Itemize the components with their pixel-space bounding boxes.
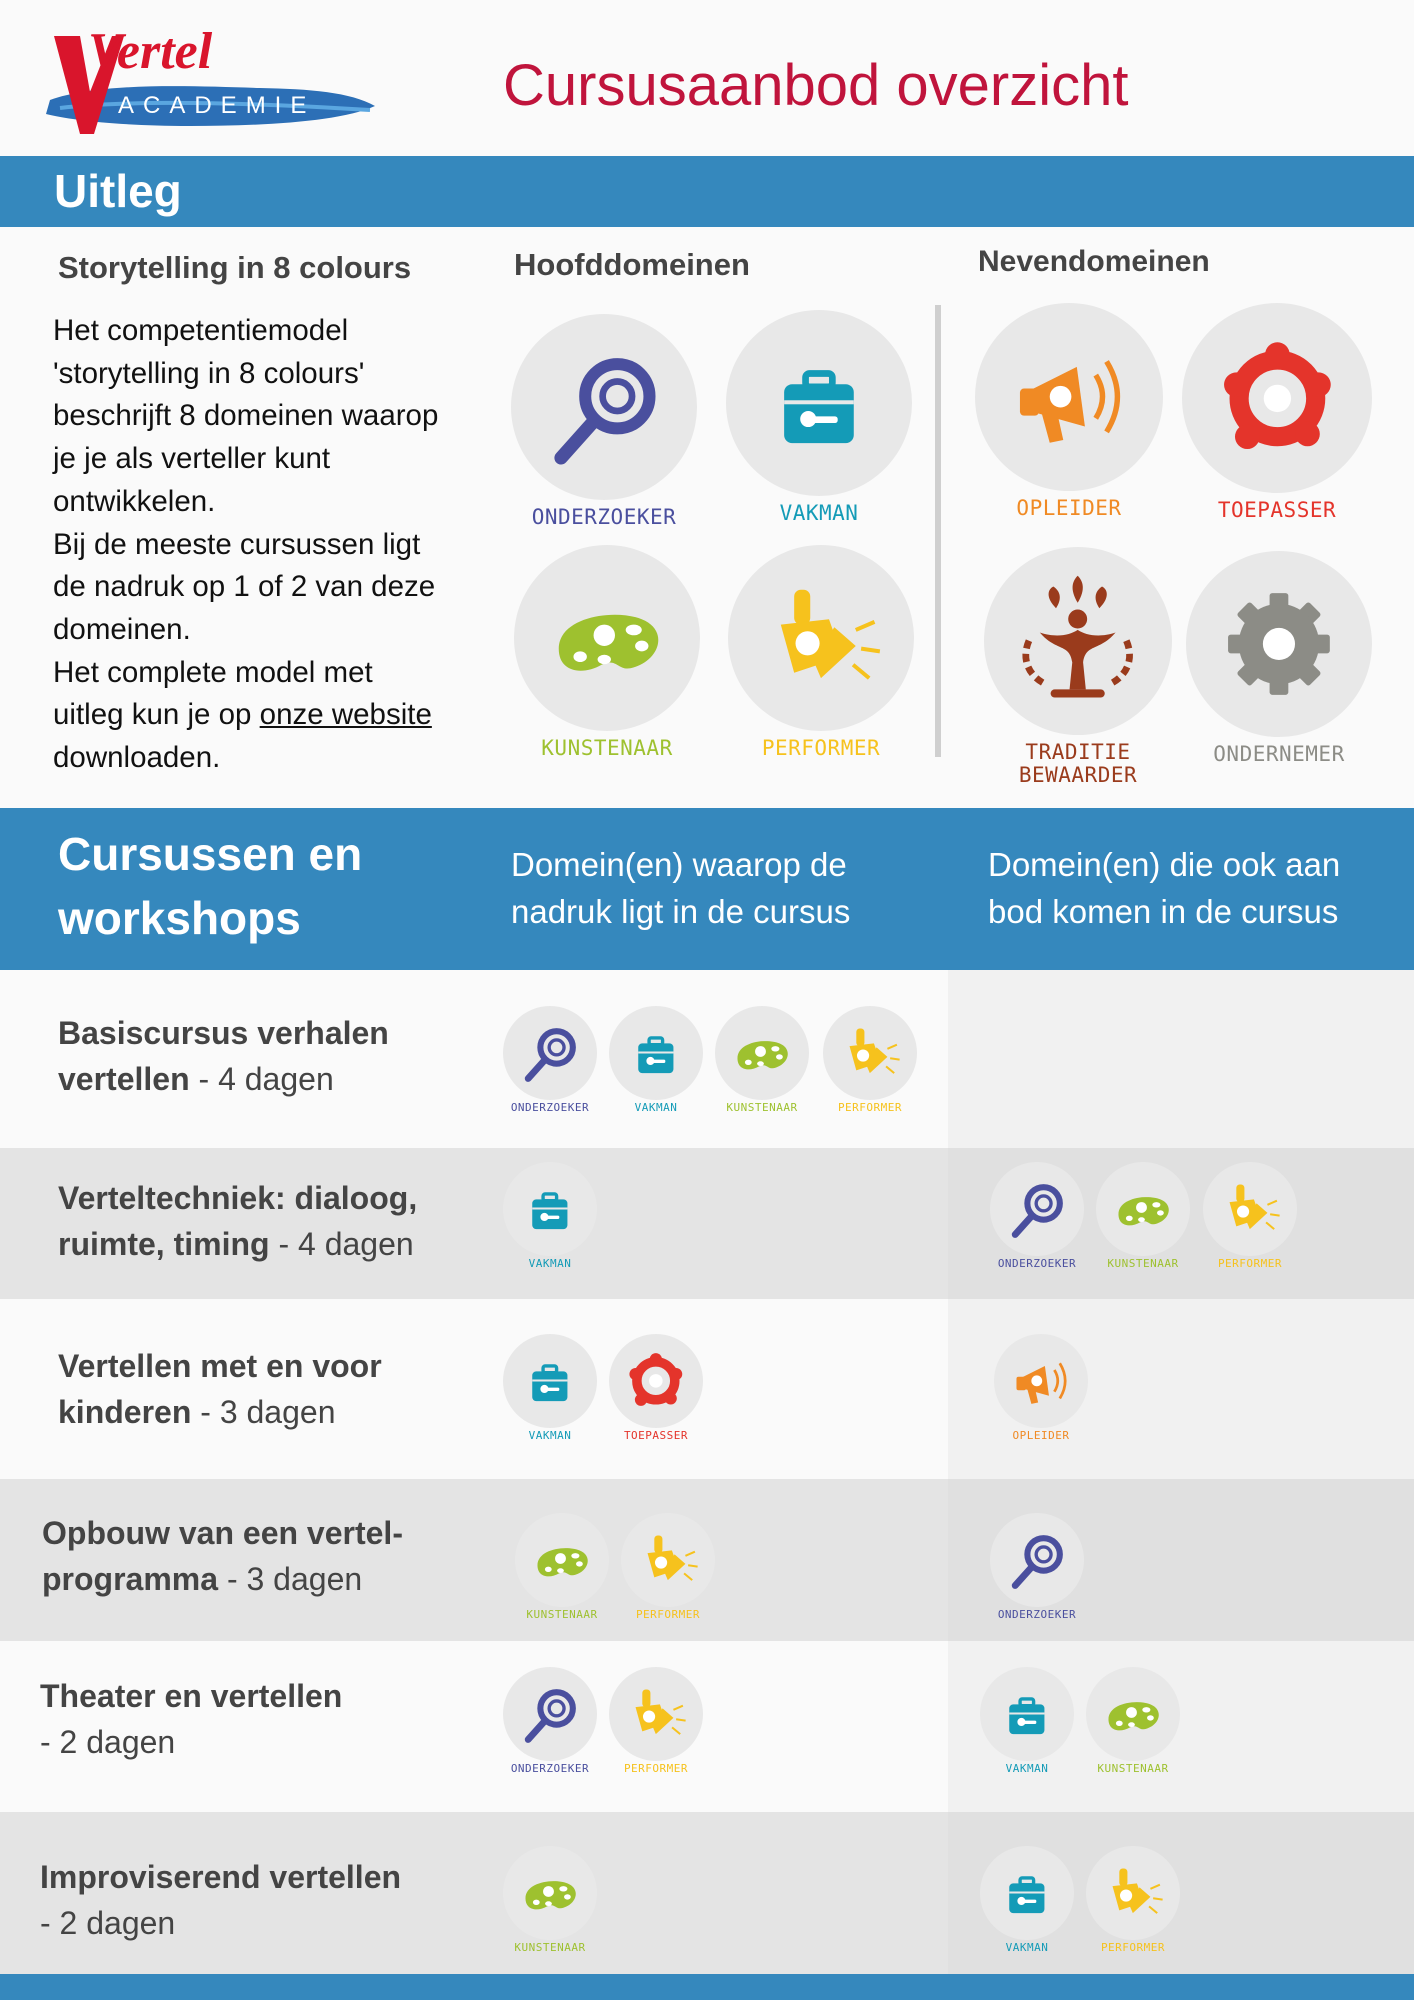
domain-label: VAKMAN xyxy=(1005,1941,1049,1954)
logo-word-vertel: Vertel xyxy=(88,23,213,80)
people-circle-icon xyxy=(1209,330,1346,467)
domain-vakman xyxy=(503,1334,597,1442)
spotlight-icon xyxy=(754,571,888,705)
domain-label: ONDERZOEKER xyxy=(510,1762,590,1775)
course-name: Improviserend vertellen xyxy=(40,1859,402,1895)
nevendomeinen-heading: Nevendomeinen xyxy=(978,245,1210,278)
page-title: Cursusaanbod overzicht xyxy=(503,53,1129,118)
domain-vakman xyxy=(726,310,912,525)
spotlight-icon xyxy=(836,1019,904,1087)
intro-line: de nadruk op 1 of 2 van deze xyxy=(53,570,436,604)
intro-line: domeinen. xyxy=(53,612,191,646)
domain-onderzoeker xyxy=(990,1513,1084,1621)
domain-label: KUNSTENAAR xyxy=(1107,1257,1179,1270)
intro-line: Het complete model met xyxy=(53,655,373,689)
domain-label: KUNSTENAAR xyxy=(726,1101,798,1114)
palette-icon xyxy=(540,571,674,705)
courses-heading-line: Cursussen en xyxy=(58,828,363,880)
toolbox-icon xyxy=(993,1680,1061,1748)
palette-icon xyxy=(528,1526,596,1594)
logo-word-academie: ACADEMIE xyxy=(118,92,316,119)
course-name: Verteltechniek: dialoog, xyxy=(58,1180,418,1216)
main-domains-column-heading xyxy=(511,841,850,935)
footer-banner xyxy=(0,1974,1414,2000)
domain-performer xyxy=(609,1667,703,1775)
course-duration: - 2 dagen xyxy=(40,1724,176,1760)
course-name: Vertellen met en voor xyxy=(58,1348,382,1384)
course-duration: - 3 dagen xyxy=(218,1561,363,1597)
domain-label: VAKMAN xyxy=(634,1101,678,1114)
domain-performer xyxy=(621,1513,715,1621)
uitleg-subtitle: Storytelling in 8 colours xyxy=(58,250,412,285)
course-title xyxy=(40,1673,342,1765)
toolbox-icon xyxy=(516,1347,584,1415)
course-name: Theater en vertellen xyxy=(40,1678,343,1714)
people-circle-icon xyxy=(622,1347,690,1415)
course-side-domains-cell xyxy=(948,970,1414,1148)
domain-kunstenaar xyxy=(1096,1162,1190,1270)
domain-label: KUNSTENAAR xyxy=(526,1608,598,1621)
domain-performer xyxy=(728,545,914,760)
domain-kunstenaar xyxy=(514,545,700,760)
domain-opleider xyxy=(975,303,1163,520)
course-duration: - 4 dagen xyxy=(189,1061,334,1097)
domain-toepasser xyxy=(1182,303,1372,522)
domain-kunstenaar xyxy=(515,1513,609,1621)
course-name: programma xyxy=(42,1561,219,1597)
palette-icon xyxy=(1099,1680,1167,1748)
vertel-academie-logo xyxy=(40,22,380,134)
domain-label: KUNSTENAAR xyxy=(514,1941,586,1954)
magnifier-icon xyxy=(516,1019,584,1087)
domain-label: ONDERZOEKER xyxy=(510,1101,590,1114)
course-row xyxy=(0,1299,1414,1479)
palette-icon xyxy=(1109,1175,1177,1243)
uitleg-intro-text xyxy=(53,310,473,780)
domain-label: KUNSTENAAR xyxy=(1097,1762,1169,1775)
megaphone-icon xyxy=(1001,329,1136,464)
intro-line: ontwikkelen. xyxy=(53,484,216,518)
tree-icon xyxy=(1010,573,1145,708)
course-title xyxy=(58,1175,417,1267)
domain-onderzoeker xyxy=(511,314,697,529)
palette-icon xyxy=(728,1019,796,1087)
toolbox-icon xyxy=(993,1859,1061,1927)
magnifier-icon xyxy=(537,340,671,474)
course-name: Basiscursus verhalen xyxy=(58,1015,389,1051)
domain-kunstenaar xyxy=(1086,1667,1180,1775)
side-domains-column-heading xyxy=(988,841,1340,935)
domain-performer xyxy=(1203,1162,1297,1270)
domain-vakman xyxy=(503,1162,597,1270)
website-link[interactable]: onze website xyxy=(259,698,432,732)
domain-label: TOEPASSER xyxy=(1217,498,1337,522)
domain-vakman xyxy=(980,1667,1074,1775)
intro-line: je je als verteller kunt xyxy=(53,442,331,476)
column-heading-line: bod komen in de cursus xyxy=(988,893,1339,930)
intro-line: beschrijft 8 domeinen waarop xyxy=(53,399,439,433)
domain-label: PERFORMER xyxy=(837,1101,903,1114)
palette-icon xyxy=(516,1859,584,1927)
column-heading-line: Domein(en) die ook aan xyxy=(988,846,1341,883)
course-title xyxy=(40,1854,401,1946)
gear-icon xyxy=(1212,577,1346,711)
hoofddomeinen-heading: Hoofddomeinen xyxy=(514,247,750,282)
domain-onderzoeker xyxy=(990,1162,1084,1270)
intro-line-text: uitleg kun je op xyxy=(53,698,252,732)
domain-toepasser xyxy=(609,1334,703,1442)
domain-performer xyxy=(1086,1846,1180,1954)
intro-line: downloaden. xyxy=(53,741,221,775)
course-row xyxy=(0,970,1414,1148)
domain-label: ONDERZOEKER xyxy=(997,1608,1077,1621)
spotlight-icon xyxy=(1099,1859,1167,1927)
domain-label: PERFORMER xyxy=(1100,1941,1166,1954)
domain-label: VAKMAN xyxy=(528,1429,572,1442)
course-row xyxy=(0,1148,1414,1299)
course-name: ruimte, timing xyxy=(58,1226,270,1262)
domain-kunstenaar xyxy=(715,1006,809,1114)
domain-label: ONDERNEMER xyxy=(1213,742,1345,766)
domain-label: KUNSTENAAR xyxy=(541,736,673,760)
course-title xyxy=(42,1510,403,1602)
domain-kunstenaar xyxy=(503,1846,597,1954)
intro-line: Bij de meeste cursussen ligt xyxy=(53,527,421,561)
column-heading-line: Domein(en) waarop de xyxy=(511,846,847,883)
domain-ondernemer xyxy=(1186,551,1372,766)
domain-label: PERFORMER xyxy=(1217,1257,1283,1270)
magnifier-icon xyxy=(1003,1175,1071,1243)
course-title xyxy=(58,1343,382,1435)
magnifier-icon xyxy=(516,1680,584,1748)
course-duration: - 3 dagen xyxy=(191,1394,336,1430)
domain-vakman xyxy=(980,1846,1074,1954)
course-title xyxy=(58,1010,389,1102)
megaphone-icon xyxy=(1007,1347,1075,1415)
domain-label: PERFORMER xyxy=(761,736,881,760)
domain-label: OPLEIDER xyxy=(1016,496,1122,520)
column-heading-line: nadruk ligt in de cursus xyxy=(511,893,851,930)
course-row xyxy=(0,1641,1414,1812)
intro-line: 'storytelling in 8 colours' xyxy=(53,356,365,390)
domain-label: ONDERZOEKER xyxy=(997,1257,1077,1270)
magnifier-icon xyxy=(1003,1526,1071,1594)
course-name: vertellen xyxy=(58,1061,190,1097)
domain-label: TOEPASSER xyxy=(623,1429,689,1442)
domain-label: PERFORMER xyxy=(635,1608,701,1621)
course-name: kinderen xyxy=(58,1394,192,1430)
domain-onderzoeker xyxy=(503,1006,597,1114)
domain-vakman xyxy=(609,1006,703,1114)
domain-divider xyxy=(935,305,941,757)
spotlight-icon xyxy=(622,1680,690,1748)
uitleg-heading: Uitleg xyxy=(54,165,182,217)
domain-label: VAKMAN xyxy=(528,1257,572,1270)
toolbox-icon xyxy=(622,1019,690,1087)
domain-label-line: TRADITIE xyxy=(1025,740,1131,764)
intro-line xyxy=(53,694,473,737)
domain-label: OPLEIDER xyxy=(1012,1429,1070,1442)
domain-onderzoeker xyxy=(503,1667,597,1775)
toolbox-icon xyxy=(752,336,886,470)
domain-label: VAKMAN xyxy=(1005,1762,1049,1775)
spotlight-icon xyxy=(634,1526,702,1594)
spotlight-icon xyxy=(1216,1175,1284,1243)
course-name: Opbouw van een vertel- xyxy=(42,1515,403,1551)
uitleg-banner xyxy=(0,156,1414,227)
domain-label-line: BEWAARDER xyxy=(1018,763,1138,788)
domain-label: ONDERZOEKER xyxy=(531,505,677,529)
domain-traditie xyxy=(984,547,1172,788)
intro-line: Het competentiemodel xyxy=(53,314,349,347)
domain-performer xyxy=(823,1006,917,1114)
courses-heading-line: workshops xyxy=(58,892,301,944)
domain-opleider xyxy=(994,1334,1088,1442)
course-duration: - 4 dagen xyxy=(269,1226,414,1262)
toolbox-icon xyxy=(516,1175,584,1243)
domain-label: VAKMAN xyxy=(779,501,859,525)
course-duration: - 2 dagen xyxy=(40,1905,176,1941)
domain-label: PERFORMER xyxy=(623,1762,689,1775)
courses-heading xyxy=(58,822,362,950)
